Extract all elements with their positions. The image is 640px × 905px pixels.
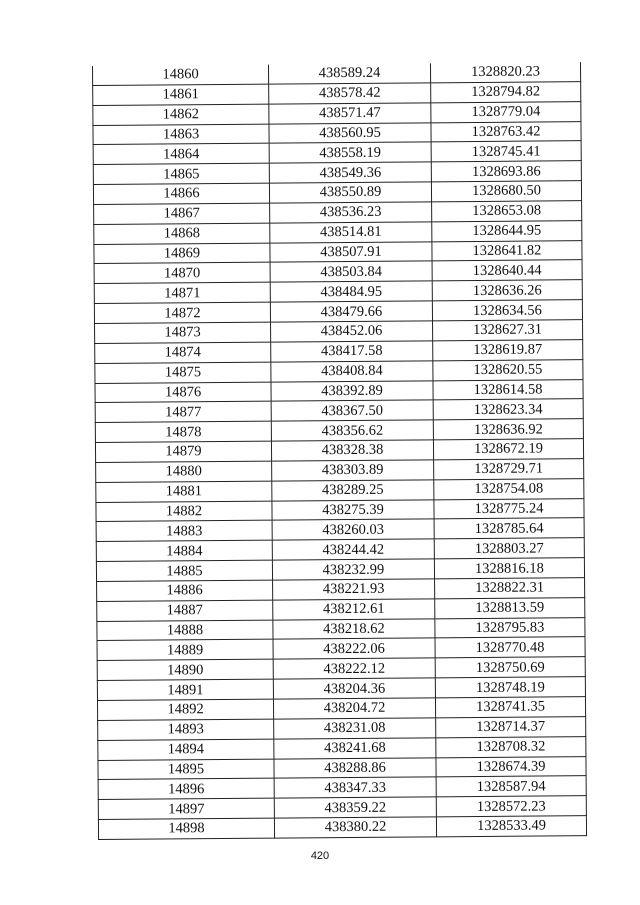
x-coordinate-cell: 438231.08 <box>274 718 436 739</box>
point-id-cell: 14872 <box>94 302 270 323</box>
point-id-cell: 14895 <box>98 759 274 780</box>
x-coordinate-cell: 438550.89 <box>269 182 431 203</box>
x-coordinate-cell: 438260.03 <box>272 519 434 540</box>
y-coordinate-cell: 1328770.48 <box>435 637 585 658</box>
x-coordinate-cell: 438212.61 <box>273 599 435 620</box>
coordinate-table <box>92 62 587 840</box>
x-coordinate-cell: 438204.72 <box>273 698 435 719</box>
point-id-cell: 14868 <box>94 223 270 244</box>
x-coordinate-cell: 438232.99 <box>272 559 434 580</box>
y-coordinate-cell: 1328763.42 <box>431 121 581 142</box>
point-id-cell: 14881 <box>96 481 272 502</box>
x-coordinate-cell: 438380.22 <box>274 817 436 838</box>
y-coordinate-cell: 1328619.87 <box>433 339 583 360</box>
point-id-cell: 14888 <box>97 620 273 641</box>
y-coordinate-cell: 1328745.41 <box>431 141 581 162</box>
point-id-cell: 14864 <box>93 143 269 164</box>
point-id-cell: 14862 <box>93 104 269 125</box>
x-coordinate-cell: 438221.93 <box>273 579 435 600</box>
point-id-cell: 14896 <box>98 778 274 799</box>
point-id-cell: 14892 <box>97 699 273 720</box>
y-coordinate-cell: 1328572.23 <box>436 796 586 817</box>
x-coordinate-cell: 438222.12 <box>273 658 435 679</box>
x-coordinate-cell: 438484.95 <box>270 281 432 302</box>
x-coordinate-cell: 438417.58 <box>271 341 433 362</box>
point-id-cell: 14874 <box>95 342 271 363</box>
point-id-cell: 14890 <box>97 659 273 680</box>
x-coordinate-cell: 438408.84 <box>271 360 433 381</box>
x-coordinate-cell: 438204.36 <box>273 678 435 699</box>
point-id-cell: 14877 <box>95 401 271 422</box>
y-coordinate-cell: 1328748.19 <box>435 677 585 698</box>
y-coordinate-cell: 1328680.50 <box>431 181 581 202</box>
y-coordinate-cell: 1328794.82 <box>431 82 581 103</box>
x-coordinate-cell: 438479.66 <box>270 301 432 322</box>
y-coordinate-cell: 1328641.82 <box>432 240 582 261</box>
x-coordinate-cell: 438589.24 <box>268 63 430 84</box>
x-coordinate-cell: 438452.06 <box>271 321 433 342</box>
point-id-cell: 14889 <box>97 640 273 661</box>
x-coordinate-cell: 438507.91 <box>270 241 432 262</box>
point-id-cell: 14861 <box>93 84 269 105</box>
y-coordinate-cell: 1328587.94 <box>436 776 586 797</box>
x-coordinate-cell: 438536.23 <box>270 202 432 223</box>
y-coordinate-cell: 1328644.95 <box>432 220 582 241</box>
y-coordinate-cell: 1328779.04 <box>431 101 581 122</box>
x-coordinate-cell: 438347.33 <box>274 777 436 798</box>
point-id-cell: 14880 <box>96 461 272 482</box>
point-id-cell: 14886 <box>97 580 273 601</box>
point-id-cell: 14863 <box>93 124 269 145</box>
coordinate-table-page <box>92 62 586 840</box>
point-id-cell: 14893 <box>98 719 274 740</box>
point-id-cell: 14897 <box>98 798 274 819</box>
point-id-cell: 14887 <box>97 600 273 621</box>
y-coordinate-cell: 1328620.55 <box>433 359 583 380</box>
x-coordinate-cell: 438367.50 <box>271 400 433 421</box>
y-coordinate-cell: 1328674.39 <box>436 756 586 777</box>
y-coordinate-cell: 1328634.56 <box>432 300 582 321</box>
y-coordinate-cell: 1328623.34 <box>433 399 583 420</box>
x-coordinate-cell: 438328.38 <box>271 440 433 461</box>
x-coordinate-cell: 438218.62 <box>273 618 435 639</box>
y-coordinate-cell: 1328795.83 <box>435 617 585 638</box>
point-id-cell: 14871 <box>94 282 270 303</box>
x-coordinate-cell: 438289.25 <box>272 480 434 501</box>
x-coordinate-cell: 438514.81 <box>270 222 432 243</box>
y-coordinate-cell: 1328636.92 <box>433 419 583 440</box>
x-coordinate-cell: 438356.62 <box>271 420 433 441</box>
page-number: 420 <box>310 850 330 862</box>
y-coordinate-cell: 1328741.35 <box>435 697 585 718</box>
y-coordinate-cell: 1328816.18 <box>434 558 584 579</box>
point-id-cell: 14873 <box>95 322 271 343</box>
y-coordinate-cell: 1328813.59 <box>435 597 585 618</box>
point-id-cell: 14882 <box>96 501 272 522</box>
y-coordinate-cell: 1328714.37 <box>436 716 586 737</box>
y-coordinate-cell: 1328640.44 <box>432 260 582 281</box>
y-coordinate-cell: 1328627.31 <box>433 320 583 341</box>
x-coordinate-cell: 438560.95 <box>269 122 431 143</box>
x-coordinate-cell: 438558.19 <box>269 142 431 163</box>
point-id-cell: 14870 <box>94 263 270 284</box>
x-coordinate-cell: 438578.42 <box>269 83 431 104</box>
point-id-cell: 14885 <box>96 560 272 581</box>
table-row <box>98 816 586 840</box>
y-coordinate-cell: 1328533.49 <box>436 816 586 837</box>
y-coordinate-cell: 1328820.23 <box>430 62 580 83</box>
point-id-cell: 14898 <box>98 818 274 839</box>
y-coordinate-cell: 1328775.24 <box>434 498 584 519</box>
y-coordinate-cell: 1328750.69 <box>435 657 585 678</box>
coordinate-table-body <box>92 62 586 839</box>
point-id-cell: 14891 <box>97 679 273 700</box>
y-coordinate-cell: 1328754.08 <box>434 478 584 499</box>
x-coordinate-cell: 438503.84 <box>270 261 432 282</box>
point-id-cell: 14865 <box>93 163 269 184</box>
y-coordinate-cell: 1328653.08 <box>432 201 582 222</box>
y-coordinate-cell: 1328672.19 <box>433 439 583 460</box>
x-coordinate-cell: 438222.06 <box>273 638 435 659</box>
point-id-cell: 14879 <box>95 441 271 462</box>
y-coordinate-cell: 1328785.64 <box>434 518 584 539</box>
point-id-cell: 14866 <box>93 183 269 204</box>
point-id-cell: 14876 <box>95 382 271 403</box>
point-id-cell: 14875 <box>95 362 271 383</box>
x-coordinate-cell: 438303.89 <box>272 460 434 481</box>
x-coordinate-cell: 438392.89 <box>271 380 433 401</box>
y-coordinate-cell: 1328708.32 <box>436 736 586 757</box>
x-coordinate-cell: 438241.68 <box>274 738 436 759</box>
x-coordinate-cell: 438571.47 <box>269 103 431 124</box>
x-coordinate-cell: 438288.86 <box>274 757 436 778</box>
x-coordinate-cell: 438244.42 <box>272 539 434 560</box>
y-coordinate-cell: 1328614.58 <box>433 379 583 400</box>
point-id-cell: 14894 <box>98 739 274 760</box>
x-coordinate-cell: 438275.39 <box>272 499 434 520</box>
point-id-cell: 14878 <box>95 421 271 442</box>
point-id-cell: 14860 <box>92 65 268 86</box>
point-id-cell: 14869 <box>94 243 270 264</box>
point-id-cell: 14884 <box>96 540 272 561</box>
y-coordinate-cell: 1328636.26 <box>432 280 582 301</box>
y-coordinate-cell: 1328729.71 <box>434 459 584 480</box>
y-coordinate-cell: 1328822.31 <box>435 578 585 599</box>
y-coordinate-cell: 1328803.27 <box>434 538 584 559</box>
y-coordinate-cell: 1328693.86 <box>431 161 581 182</box>
point-id-cell: 14883 <box>96 521 272 542</box>
x-coordinate-cell: 438359.22 <box>274 797 436 818</box>
x-coordinate-cell: 438549.36 <box>269 162 431 183</box>
point-id-cell: 14867 <box>94 203 270 224</box>
